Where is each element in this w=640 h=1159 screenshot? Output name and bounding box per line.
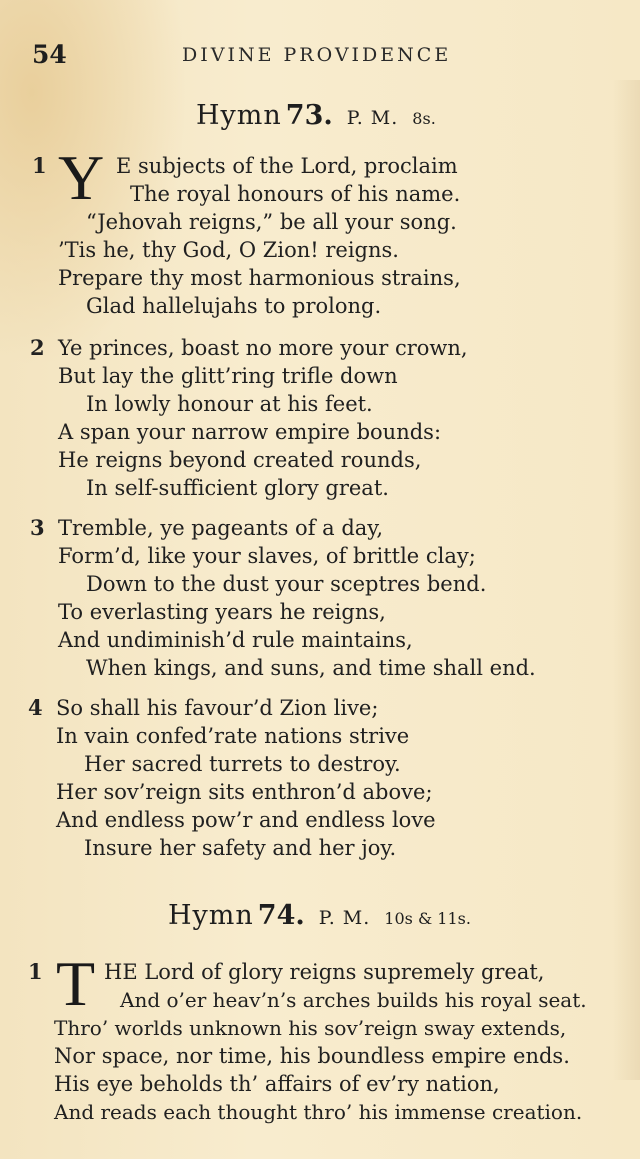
verse-line: HE Lord of glory reigns supremely great, — [104, 960, 545, 984]
hymn-74-heading — [168, 900, 471, 931]
verse-line: Down to the dust your sceptres bend. — [86, 572, 487, 596]
hymn-meter: P. M. — [318, 907, 371, 929]
verse-line: ’Tis he, thy God, O Zion! reigns. — [58, 238, 399, 262]
verse-line: Prepare thy most harmonious strains, — [58, 266, 461, 290]
verse-line: Glad hallelujahs to prolong. — [86, 294, 382, 318]
verse-line: Insure her safety and her joy. — [84, 836, 397, 860]
verse-line: Form’d, like your slaves, of brittle clay; — [58, 544, 476, 568]
verse-line: In vain confed’rate nations strive — [56, 724, 410, 748]
hymn-meter: P. M. — [346, 107, 399, 129]
drop-cap: T — [56, 948, 96, 1019]
verse-line: So shall his favour’d Zion live; — [56, 696, 379, 720]
verse-line: And reads each thought thro’ his immense creation. — [54, 1100, 583, 1124]
verse-line: But lay the glitt’ring trifle down — [58, 364, 398, 388]
running-title: DIVINE PROVIDENCE — [182, 44, 452, 66]
hymn-syllables: 10s & 11s. — [384, 909, 471, 928]
verse-line: A span your narrow empire bounds: — [58, 420, 442, 444]
verse-line: The royal honours of his name. — [130, 182, 461, 206]
page-header — [32, 40, 592, 76]
hymn-label: Hymn — [196, 100, 282, 131]
verse-line: In self-sufficient glory great. — [86, 476, 389, 500]
hymn-syllables: 8s. — [412, 109, 436, 128]
verse-line: His eye beholds th’ affairs of ev’ry nation, — [54, 1072, 500, 1096]
verse-line: Her sov’reign sits enthron’d above; — [56, 780, 433, 804]
hymn-number: 74. — [257, 900, 305, 931]
stanza-number: 2 — [30, 335, 45, 360]
stanza-number: 3 — [30, 515, 45, 540]
drop-cap: Y — [58, 142, 105, 213]
verse-line: E subjects of the Lord, proclaim — [116, 154, 458, 178]
verse-line: And endless pow’r and endless love — [56, 808, 436, 832]
hymn-label: Hymn — [168, 900, 254, 931]
page-number: 54 — [32, 40, 67, 69]
stanza-number: 1 — [28, 959, 43, 984]
verse-line: Her sacred turrets to destroy. — [84, 752, 401, 776]
verse-line: To everlasting years he reigns, — [58, 600, 386, 624]
verse-line: Tremble, ye pageants of a day, — [58, 516, 384, 540]
verse-line: When kings, and suns, and time shall end. — [86, 656, 536, 680]
stanza-number: 1 — [32, 153, 47, 178]
hymn-73-heading — [196, 100, 436, 131]
verse-line: “Jehovah reigns,” be all your song. — [86, 210, 457, 234]
verse-line: In lowly honour at his feet. — [86, 392, 373, 416]
verse-line: Nor space, nor time, his boundless empire ends. — [54, 1044, 570, 1068]
facing-page-bleed — [612, 80, 640, 1080]
hymn-number: 73. — [285, 100, 333, 131]
verse-line: Ye princes, boast no more your crown, — [58, 336, 468, 360]
verse-line: And o’er heav’n’s arches builds his royal seat. — [120, 988, 587, 1012]
verse-line: Thro’ worlds unknown his sov’reign sway extends, — [54, 1016, 567, 1040]
verse-line: And undiminish’d rule maintains, — [58, 628, 413, 652]
stanza-number: 4 — [28, 695, 43, 720]
verse-line: He reigns beyond created rounds, — [58, 448, 422, 472]
